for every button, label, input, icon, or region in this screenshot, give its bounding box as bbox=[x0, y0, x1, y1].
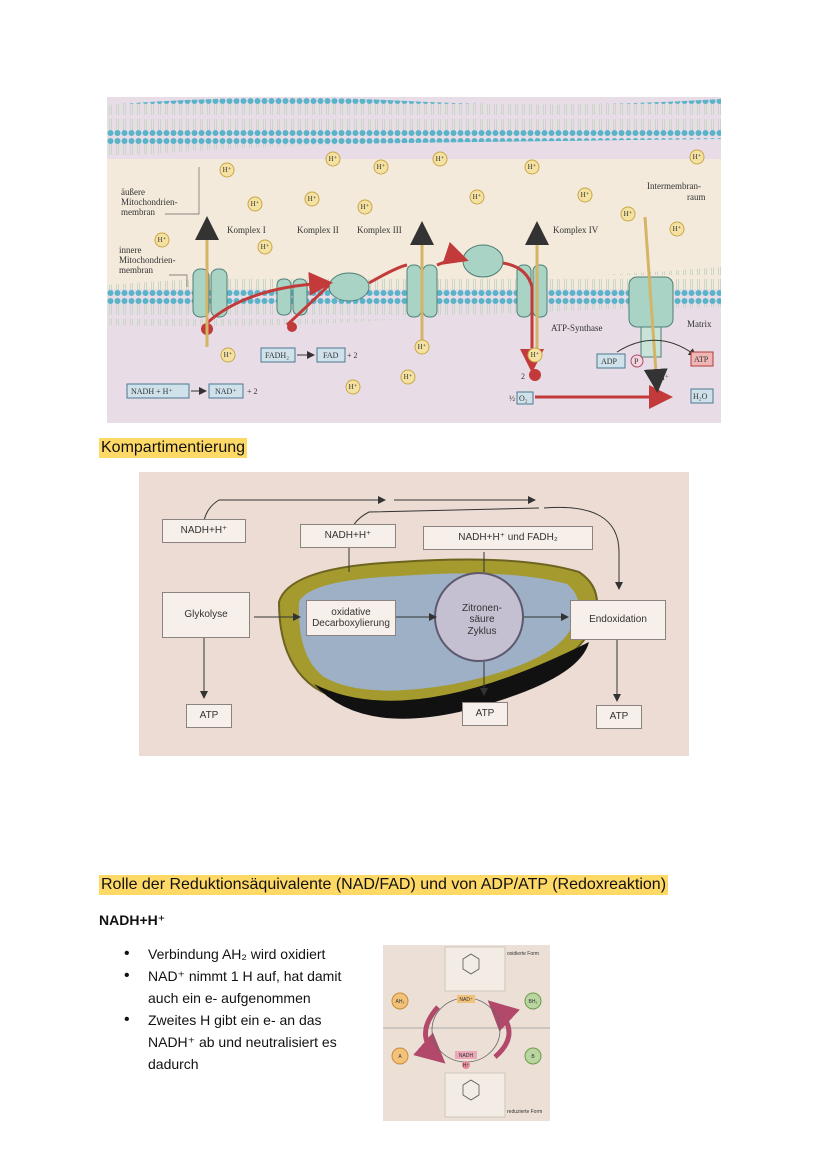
svg-text:H⁺: H⁺ bbox=[530, 351, 540, 359]
svg-text:NADH: NADH bbox=[458, 1053, 474, 1059]
atp-box-2: ATP bbox=[462, 702, 508, 726]
svg-text:membran: membran bbox=[121, 207, 155, 217]
svg-text:NAD⁺: NAD⁺ bbox=[459, 997, 473, 1003]
svg-text:äußere: äußere bbox=[121, 187, 145, 197]
svg-text:A: A bbox=[398, 1054, 402, 1060]
svg-text:H⁺: H⁺ bbox=[223, 351, 233, 359]
svg-text:2: 2 bbox=[521, 372, 525, 381]
svg-text:H⁺: H⁺ bbox=[403, 373, 413, 381]
svg-text:FADH₂: FADH₂ bbox=[265, 351, 289, 360]
svg-text:H⁺: H⁺ bbox=[417, 343, 427, 351]
svg-text:membran: membran bbox=[119, 265, 153, 275]
svg-text:Intermembran-: Intermembran- bbox=[647, 181, 701, 191]
list-item: • NAD⁺ nimmt 1 H auf, hat damit auch ein e- aufgenommen bbox=[120, 965, 370, 1009]
svg-text:NADH + H⁺: NADH + H⁺ bbox=[131, 387, 173, 396]
svg-text:NAD⁺: NAD⁺ bbox=[215, 387, 237, 396]
nadh-box-2: NADH+H⁺ bbox=[300, 524, 396, 548]
atp-box-3: ATP bbox=[596, 705, 642, 729]
glykolyse-box: Glykolyse bbox=[162, 592, 250, 638]
svg-text:H⁺: H⁺ bbox=[580, 191, 590, 199]
nadh-fadh2-box: NADH+H⁺ und FADH₂ bbox=[423, 526, 593, 550]
svg-text:H⁺: H⁺ bbox=[157, 236, 167, 244]
svg-text:oxidierte Form: oxidierte Form bbox=[507, 951, 539, 957]
svg-text:Komplex II: Komplex II bbox=[297, 225, 339, 235]
svg-text:H⁺: H⁺ bbox=[435, 155, 445, 163]
svg-text:½: ½ bbox=[509, 394, 515, 403]
svg-text:H⁺: H⁺ bbox=[250, 200, 260, 208]
nadh-box-1: NADH+H⁺ bbox=[162, 519, 246, 543]
svg-text:+ 2: + 2 bbox=[247, 387, 258, 396]
svg-text:H⁺: H⁺ bbox=[623, 210, 633, 218]
svg-text:Matrix: Matrix bbox=[687, 319, 712, 329]
svg-text:BH₂: BH₂ bbox=[528, 999, 538, 1005]
oxidative-decarboxylation-box: oxidative Decarboxylierung bbox=[306, 600, 396, 636]
svg-text:H⁺: H⁺ bbox=[527, 163, 537, 171]
svg-text:ATP: ATP bbox=[694, 355, 709, 364]
svg-text:H⁺: H⁺ bbox=[472, 193, 482, 201]
svg-text:2 H⁺: 2 H⁺ bbox=[653, 373, 669, 382]
svg-text:H⁺: H⁺ bbox=[692, 153, 702, 161]
svg-text:raum: raum bbox=[687, 192, 706, 202]
svg-text:Mitochondrien-: Mitochondrien- bbox=[121, 197, 178, 207]
svg-text:H⁺: H⁺ bbox=[328, 155, 338, 163]
svg-text:innere: innere bbox=[119, 245, 142, 255]
electron-transport-chain-figure bbox=[107, 97, 721, 423]
svg-text:H⁺: H⁺ bbox=[462, 1063, 470, 1069]
svg-text:FAD: FAD bbox=[323, 351, 339, 360]
nadh-bullet-list bbox=[120, 943, 370, 1075]
svg-text:H⁺: H⁺ bbox=[360, 203, 370, 211]
svg-text:P: P bbox=[634, 357, 639, 366]
kompartimentierung-heading: Kompartimentierung bbox=[101, 439, 246, 456]
list-item: • Zweites H gibt ein e- an das NADH⁺ ab und neutralisiert es dadurch bbox=[120, 1009, 370, 1075]
svg-text:Komplex I: Komplex I bbox=[227, 225, 266, 235]
svg-text:H⁺: H⁺ bbox=[260, 243, 270, 251]
redox-section-heading: Rolle der Reduktionsäquivalente (NAD/FAD) und von ADP/ATP (Redoxreaktion) bbox=[101, 876, 667, 893]
svg-text:H⁺: H⁺ bbox=[376, 163, 386, 171]
svg-text:H⁺: H⁺ bbox=[348, 383, 358, 391]
svg-text:H₂O: H₂O bbox=[693, 392, 708, 401]
svg-text:ATP-Synthase: ATP-Synthase bbox=[551, 323, 603, 333]
nadh-subheading: NADH+H⁺ bbox=[99, 912, 166, 928]
nad-redox-figure bbox=[383, 945, 550, 1121]
svg-text:B: B bbox=[531, 1054, 535, 1060]
svg-text:Komplex IV: Komplex IV bbox=[553, 225, 599, 235]
svg-text:H⁺: H⁺ bbox=[672, 225, 682, 233]
svg-text:Mitochondrien-: Mitochondrien- bbox=[119, 255, 176, 265]
svg-text:H⁺: H⁺ bbox=[222, 166, 232, 174]
svg-text:+ 2: + 2 bbox=[347, 351, 358, 360]
compartmentalization-figure bbox=[139, 472, 689, 756]
svg-text:reduzierte Form: reduzierte Form bbox=[507, 1109, 543, 1115]
svg-text:ADP: ADP bbox=[601, 357, 618, 366]
svg-text:O₂: O₂ bbox=[519, 394, 528, 403]
svg-text:Komplex III: Komplex III bbox=[357, 225, 402, 235]
svg-text:AH₂: AH₂ bbox=[395, 999, 405, 1005]
citric-acid-cycle-label: Zitronen- säure Zyklus bbox=[461, 602, 502, 637]
atp-box-1: ATP bbox=[186, 704, 232, 728]
list-item: • Verbindung AH₂ wird oxidiert bbox=[120, 943, 370, 965]
endoxidation-box: Endoxidation bbox=[570, 600, 666, 640]
svg-text:H⁺: H⁺ bbox=[307, 195, 317, 203]
